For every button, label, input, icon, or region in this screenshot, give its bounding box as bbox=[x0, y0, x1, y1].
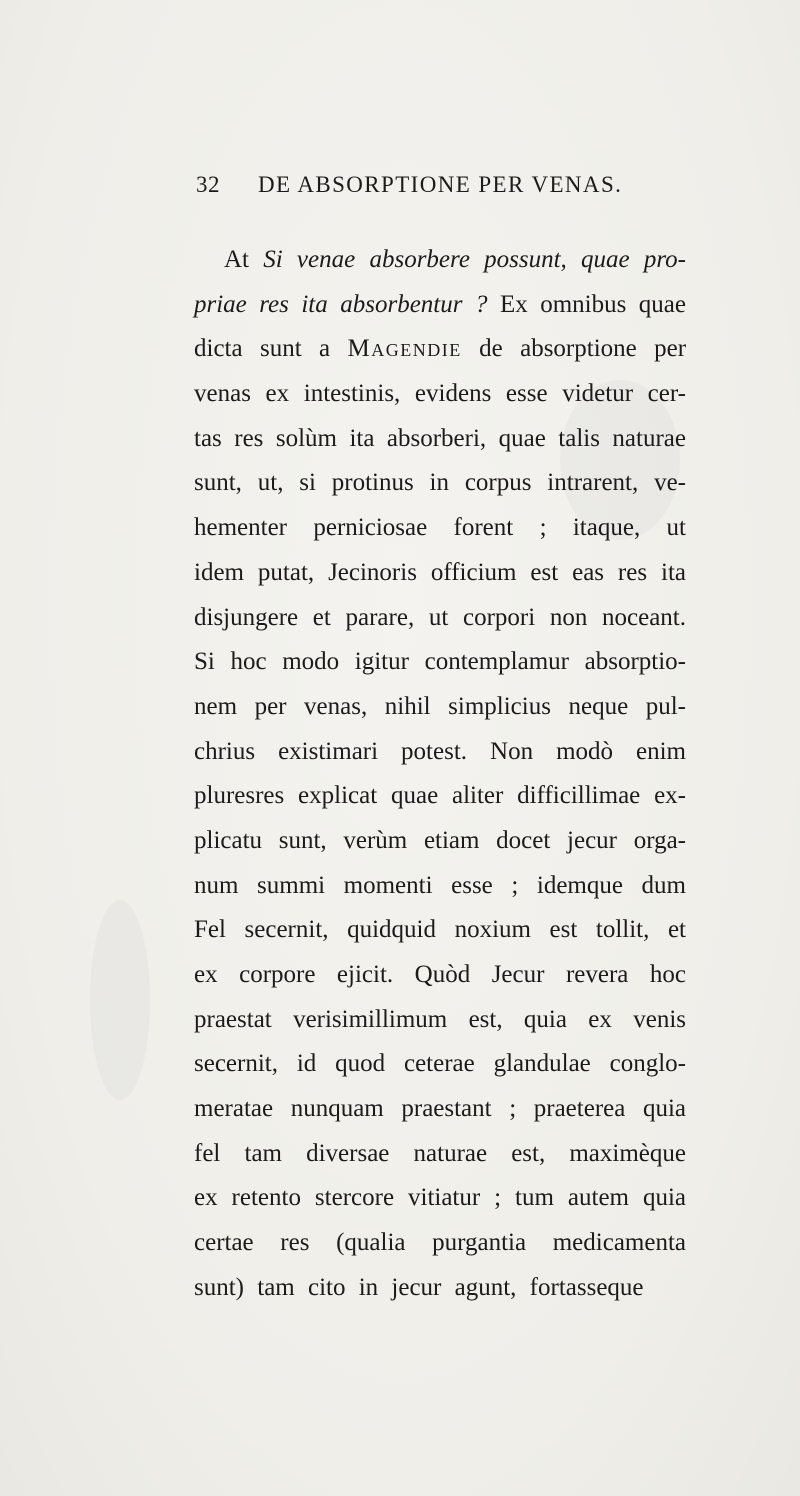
text-line: sunt) tam cito in jecur agunt, fortasseque bbox=[194, 1273, 644, 1301]
italic-question: priae res ita absorbentur ? bbox=[194, 290, 488, 318]
text-line: secernit, id quod ceterae glandulae conglo- bbox=[194, 1050, 686, 1078]
text-line: venas ex intestinis, evidens esse videtur cer- bbox=[194, 380, 686, 408]
text-span: de absorptione per bbox=[479, 335, 687, 363]
text-line bbox=[194, 238, 686, 283]
text-line: sunt, ut, si protinus in corpus intrarent, ve- bbox=[194, 469, 686, 497]
text-line: certae res (qualia purgantia medicamenta bbox=[194, 1229, 686, 1257]
running-header bbox=[196, 172, 696, 212]
text-line: plicatu sunt, verùm etiam docet jecur orga- bbox=[194, 826, 686, 854]
text-line: num summi momenti esse ; idemque dum bbox=[194, 871, 686, 899]
text-line: ex retento stercore vitiatur ; tum autem quia bbox=[194, 1184, 686, 1212]
text-line: idem putat, Jecinoris officium est eas res ita bbox=[194, 558, 686, 586]
text-line: nem per venas, nihil simplicius neque pul- bbox=[194, 692, 686, 720]
text-line: Fel secernit, quidquid noxium est tollit, et bbox=[194, 916, 686, 944]
text-line: chrius existimari potest. Non modò enim bbox=[194, 737, 686, 765]
text-line: ex corpore ejicit. Quòd Jecur revera hoc bbox=[194, 961, 686, 988]
running-title: DE ABSORPTIONE PER VENAS. bbox=[258, 172, 623, 197]
author-name: Magendie bbox=[347, 335, 462, 363]
text-span: dicta sunt a bbox=[194, 335, 331, 363]
text-line: tas res solùm ita absorberi, quae talis naturae bbox=[194, 424, 686, 452]
italic-question: Si venae absorbere possunt, quae pro- bbox=[263, 246, 687, 273]
text-line: fel tam diversae naturae est, maximèque bbox=[194, 1139, 686, 1167]
text-line: meratae nunquam praestant ; praeterea quia bbox=[194, 1095, 686, 1123]
page-number: 32 bbox=[196, 172, 220, 197]
text-line: hementer perniciosae forent ; itaque, ut bbox=[194, 514, 686, 542]
text-line: pluresres explicat quae aliter difficillimae ex- bbox=[194, 782, 686, 810]
text-line bbox=[194, 283, 686, 328]
paper-stain bbox=[90, 900, 150, 1100]
text-span: Ex omnibus quae bbox=[499, 290, 686, 318]
text-line: praestat verisimillimum est, quia ex venis bbox=[194, 1005, 686, 1033]
text-line: disjungere et parare, ut corpori non noceant. bbox=[194, 603, 686, 631]
body-paragraph bbox=[194, 238, 686, 1311]
text-span: At bbox=[224, 246, 249, 273]
text-line: Si hoc modo igitur contemplamur absorptio- bbox=[194, 648, 686, 676]
text-line bbox=[194, 327, 686, 372]
